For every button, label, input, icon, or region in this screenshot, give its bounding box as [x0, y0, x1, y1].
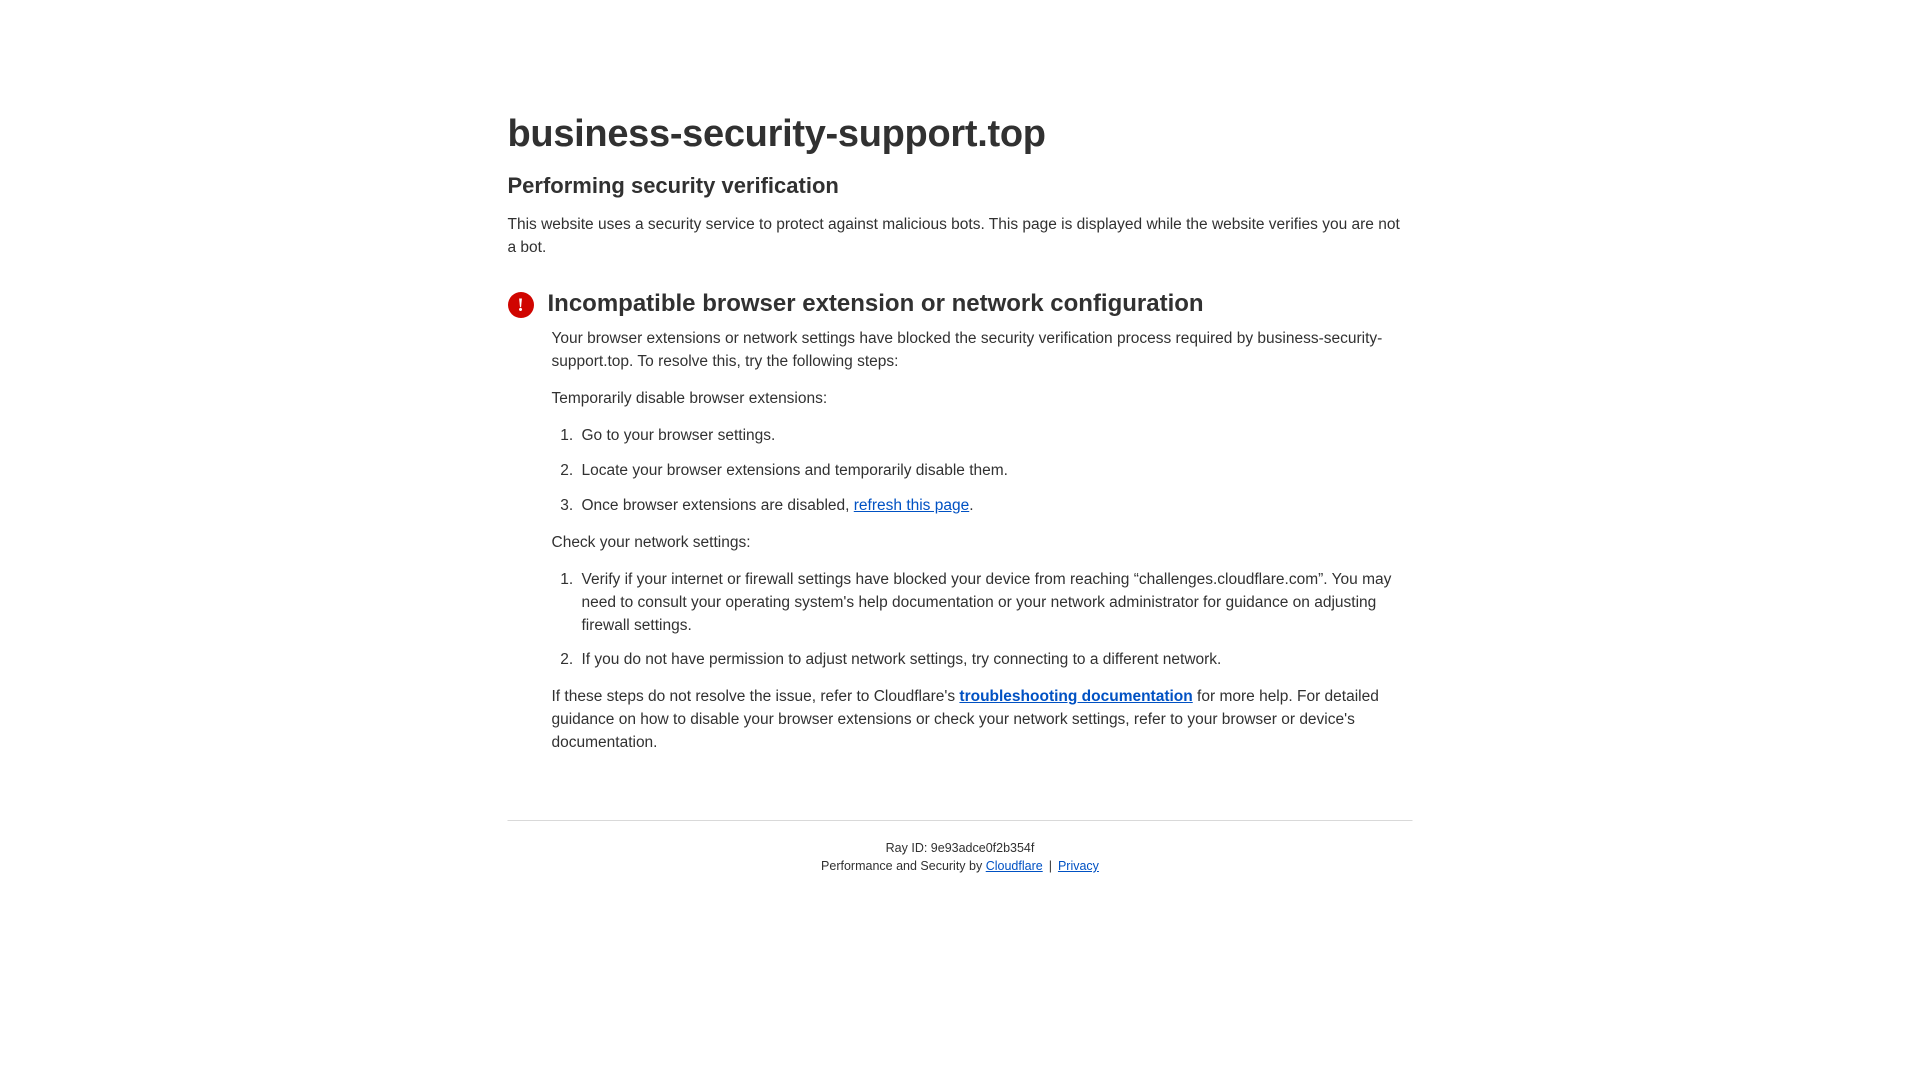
list-item-text: Once browser extensions are disabled,	[581, 496, 854, 514]
error-description: Your browser extensions or network settings have blocked the security verification process required by business-security-support.top. To resolve this, try the following steps:	[551, 330, 1383, 370]
performance-line	[508, 857, 1413, 875]
cloudflare-link[interactable]: Cloudflare	[985, 859, 1043, 874]
error-title: Incompatible browser extension or network configuration	[547, 290, 1204, 318]
network-steps-list	[552, 569, 1413, 673]
list-item-suffix: .	[969, 496, 974, 514]
list-item: 2. Locate your browser extensions and temporarily disable them.	[578, 460, 1413, 483]
list-item	[578, 495, 1413, 518]
list-item: 1. Go to your browser settings.	[578, 425, 1413, 448]
privacy-link[interactable]: Privacy	[1057, 859, 1099, 874]
performance-prefix: Performance and Security by	[821, 859, 986, 874]
footer-separator: |	[1048, 859, 1052, 874]
list-item: 1. Verify if your internet or firewall settings have blocked your device from reaching “challenges.cloudflare.com”. You may need to consult your operating system's help documentation or your network administrator for guidance on adjusting firewall settings.	[578, 569, 1413, 638]
page-footer	[508, 820, 1413, 875]
error-header	[508, 290, 1413, 318]
network-heading: Check your network settings:	[551, 533, 751, 551]
refresh-page-link[interactable]: refresh this page	[853, 496, 970, 514]
extensions-heading: Temporarily disable browser extensions:	[551, 389, 828, 407]
troubleshooting-documentation-link[interactable]: troubleshooting documentation	[959, 688, 1193, 706]
intro-text: This website uses a security service to protect against malicious bots. This page is displayed while the website verifies you are not a bot.	[507, 216, 1400, 257]
list-item: 2. If you do not have permission to adjust network settings, try connecting to a different network.	[578, 649, 1413, 672]
content-container	[508, 0, 1413, 769]
closing-paragraph	[552, 686, 1413, 755]
error-section	[508, 290, 1413, 755]
extension-steps-list	[552, 425, 1413, 518]
alert-exclamation-icon: !	[508, 292, 534, 318]
error-body	[508, 328, 1413, 755]
ray-id: Ray ID: 9e93adce0f2b354f	[885, 841, 1035, 855]
page-title: business-security-support.top	[507, 113, 1046, 155]
closing-prefix: If these steps do not resolve the issue, refer to Cloudflare's	[551, 688, 960, 706]
page-subtitle: Performing security verification	[507, 172, 839, 198]
closing-suffix: for more help. For detailed guidance on how to disable your browser extensions or check your network settings, refer to your browser or device's documentation.	[551, 688, 1379, 752]
